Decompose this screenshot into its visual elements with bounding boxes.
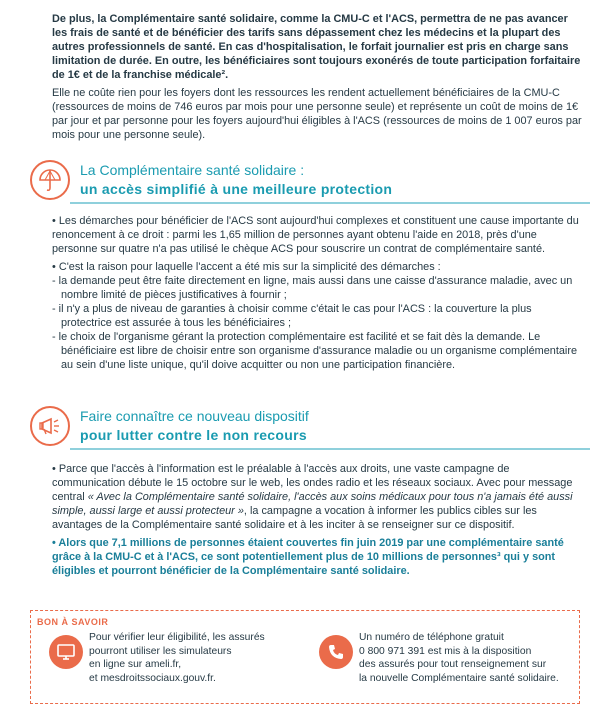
section1-bullet-1: • Les démarches pour bénéficier de l'ACS sont aujourd'hui complexes et constituent une cause importante du renoncement à ce droit : parmi les 1,65 million de personnes ayant obtenu l'aide en 2018, près d'une personne sur quatre n'a pas utilisé le chèque ACS pour souscrire un contrat de complémentaire santé.: [52, 215, 579, 255]
simulators-line-4: et mesdroitssociaux.gouv.fr.: [89, 672, 216, 684]
megaphone-icon: [30, 406, 70, 446]
section2-bullet-2: • Alors que 7,1 millions de personnes étaient couvertes fin juin 2019 par une complémentaire santé grâce à la CMU-C et à l'ACS, ce sont potentiellement plus de 10 millions de personnes³ qui y sont éligibles et pourront bénéficier de la Complémentaire santé solidaire.: [52, 537, 564, 577]
phone-info: [359, 631, 559, 685]
section-title-line2: pour lutter contre le non recours: [80, 427, 307, 443]
box-label: BON À SAVOIR: [37, 617, 109, 627]
section2-bullet-1: [52, 462, 582, 532]
campaign-quote: « Avec la Complémentaire santé solidaire, l'accès aux soins médicaux pour tous n'a jamais été aussi simple, aussi large et aussi protecteur »: [52, 491, 573, 517]
intro-paragraph-1: De plus, la Complémentaire santé solidaire, comme la CMU-C et l'ACS, permettra de ne pas avancer les frais de santé et de bénéficier des tarifs sans dépassement chez les médecins et la plupart des autres professionnels de santé. En cas d'hospitalisation, le forfait journalier est pris en charge sans limitation de durée. En outre, les bénéficiaires sont toujours exonérés de toute participation forfaitaire de 1€ et de la franchise médicale².: [52, 13, 581, 81]
intro-paragraph-2: Elle ne coûte rien pour les foyers dont les ressources les rendent actuellement bénéficiaires de la CMU-C (ressources de moins de 746 euros par mois pour une personne seule) et représente un coût de moins de 1€ par jour et par personne pour les foyers aujourd'hui éligibles à l'ACS (ressources de moins de 1 007 euros par mois pour une personne seule).: [52, 87, 582, 141]
section1-dash-2: - il n'y a plus de niveau de garanties à choisir comme c'était le cas pour l'ACS : la couverture la plus protectrice est assurée à tous les bénéficiaires ;: [52, 303, 532, 329]
section-header-simplified-access: [30, 158, 590, 204]
good-to-know-box: [30, 610, 580, 704]
umbrella-icon: [30, 160, 70, 200]
phone-icon: [319, 635, 353, 669]
section-title-line2: un accès simplifié à une meilleure protection: [80, 181, 393, 197]
section-title-line1: La Complémentaire santé solidaire :: [80, 162, 305, 178]
phone-line-3: des assurés pour tout renseignement sur: [359, 659, 547, 670]
section2-body: [52, 462, 582, 582]
section-header-communication: [30, 404, 590, 450]
section1-bullet-2: • C'est la raison pour laquelle l'accent a été mis sur la simplicité des démarches :: [52, 261, 441, 273]
section-divider: [70, 202, 590, 204]
phone-line-2: 0 800 971 391 est mis à la disposition: [359, 645, 532, 657]
section1-dash-1: - la demande peut être faite directement en ligne, mais aussi dans une caisse d'assurance maladie, avec un nombre limité de pièces justificatives à fournir ;: [52, 275, 573, 301]
section-title-line1: Faire connaître ce nouveau dispositif: [80, 408, 309, 424]
section-divider: [70, 448, 590, 450]
simulators-line-3: en ligne sur ameli.fr,: [89, 659, 182, 670]
phone-line-4: la nouvelle Complémentaire santé solidaire.: [359, 672, 559, 684]
simulators-info: [89, 631, 265, 685]
simulators-line-1: Pour vérifier leur éligibilité, les assurés: [89, 632, 265, 643]
bullet-1-end: , la campagne a vocation à informer les publics cibles sur les avantages de la Complémentaire santé solidaire et à les inciter à se renseigner sur ce dispositif.: [52, 505, 537, 531]
simulators-line-2: pourront utiliser les simulateurs: [89, 645, 232, 657]
section1-body: [52, 214, 582, 376]
bullet-1-text: • Parce que l'accès à l'information est le préalable à l'accès aux droits, une vaste campagne de communication débute le 15 octobre sur le web, les ondes radio et les réseaux sociaux. Avec pour message central: [52, 463, 573, 503]
section1-dash-3: - le choix de l'organisme gérant la protection complémentaire est facilité et se fait dès la demande. Le bénéficiaire est libre de choisir entre son organisme d'assurance maladie ou un organisme complémentaire au sein d'une liste unique, qu'il doive acquitter ou non une participation financière.: [52, 331, 578, 371]
computer-icon: [49, 635, 83, 669]
phone-line-1: Un numéro de téléphone gratuit: [359, 632, 504, 643]
